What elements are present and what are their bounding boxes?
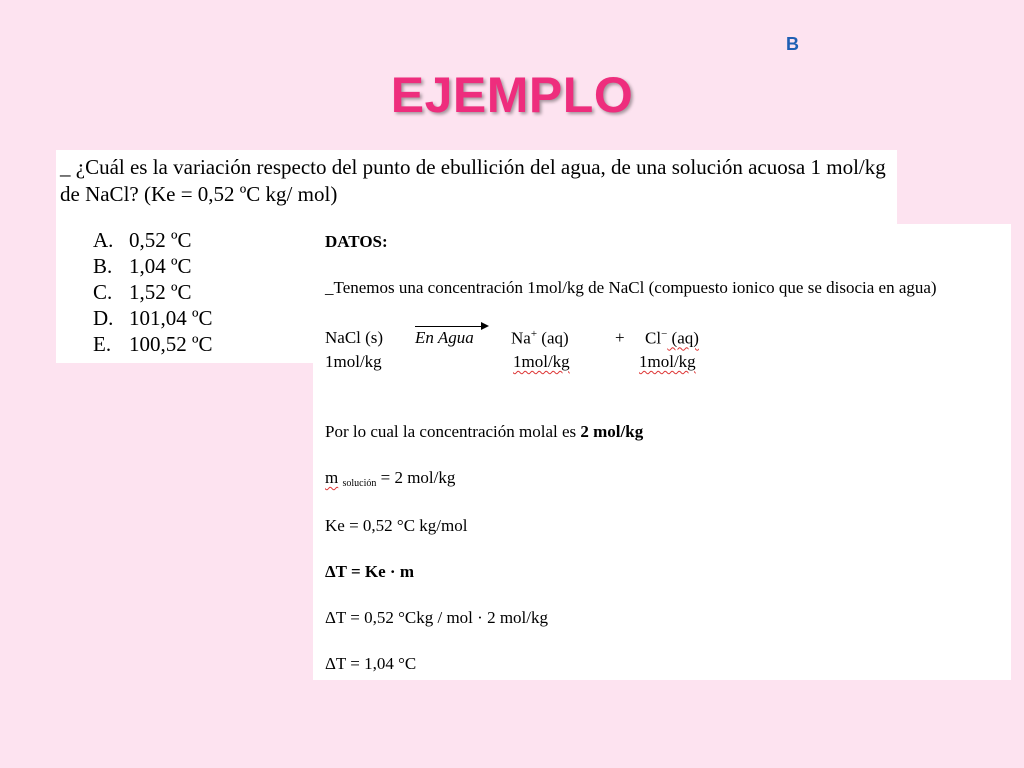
reaction-product-chloride (645, 328, 699, 349)
chloride-concentration: 1mol/kg (639, 352, 696, 371)
sodium-charge: + (530, 328, 538, 340)
sodium-symbol: Na (511, 328, 531, 348)
molality-line (325, 468, 455, 489)
option-letter: E. (93, 332, 112, 356)
reactant-concentration: 1mol/kg (325, 352, 382, 371)
molal-value: 2 mol/kg (580, 422, 644, 441)
molal-text: Por lo cual la concentración molal es (325, 422, 581, 441)
reaction-plus: + (615, 328, 625, 347)
molality-symbol: m (325, 468, 339, 487)
option-letter: A. (93, 228, 114, 252)
reaction-reactant: NaCl (s) (325, 328, 384, 347)
reaction-arrow (415, 326, 483, 327)
molality-value: = 2 mol/kg (376, 468, 456, 487)
option-letter: D. (93, 306, 114, 330)
reaction-product-sodium (511, 328, 569, 349)
reaction-arrow-label: En Agua (415, 328, 474, 347)
substitution-line: ΔT = 0,52 °Ckg / mol · 2 mol/kg (325, 608, 548, 627)
question-text: _ ¿Cuál es la variación respecto del punto de ebullición del agua, de una solución acuosa 1 mol/kg de NaCl? (Ke = 0,52 ºC kg/ mol) (60, 155, 886, 206)
arrow-head-icon (481, 322, 489, 330)
molality-subscript: solución (342, 478, 377, 489)
chloride-state: (aq) (667, 328, 699, 348)
solution-box (313, 224, 1011, 680)
option-letter: B. (93, 254, 113, 278)
slide-title: EJEMPLO (390, 67, 634, 123)
option-text: 101,04 ºC (129, 306, 213, 330)
option-text: 1,52 ºC (129, 280, 192, 304)
solution-heading: DATOS: (325, 232, 388, 251)
chloride-symbol: Cl (645, 328, 662, 348)
sodium-state: (aq) (537, 328, 569, 348)
result-line: ΔT = 1,04 °C (325, 654, 417, 673)
solution-intro: _Tenemos una concentración 1mol/kg de NaCl (compuesto ionico que se disocia en agua) (325, 278, 937, 297)
formula-line: ΔT = Ke · m (325, 562, 414, 581)
option-text: 100,52 ºC (129, 332, 213, 356)
option-text: 0,52 ºC (129, 228, 192, 252)
sodium-concentration: 1mol/kg (513, 352, 570, 371)
option-text: 1,04 ºC (129, 254, 192, 278)
ke-line: Ke = 0,52 °C kg/mol (325, 516, 468, 535)
chloride-charge: − (661, 328, 668, 340)
answer-tag: B (786, 34, 799, 54)
option-letter: C. (93, 280, 113, 304)
molal-statement (325, 422, 643, 442)
